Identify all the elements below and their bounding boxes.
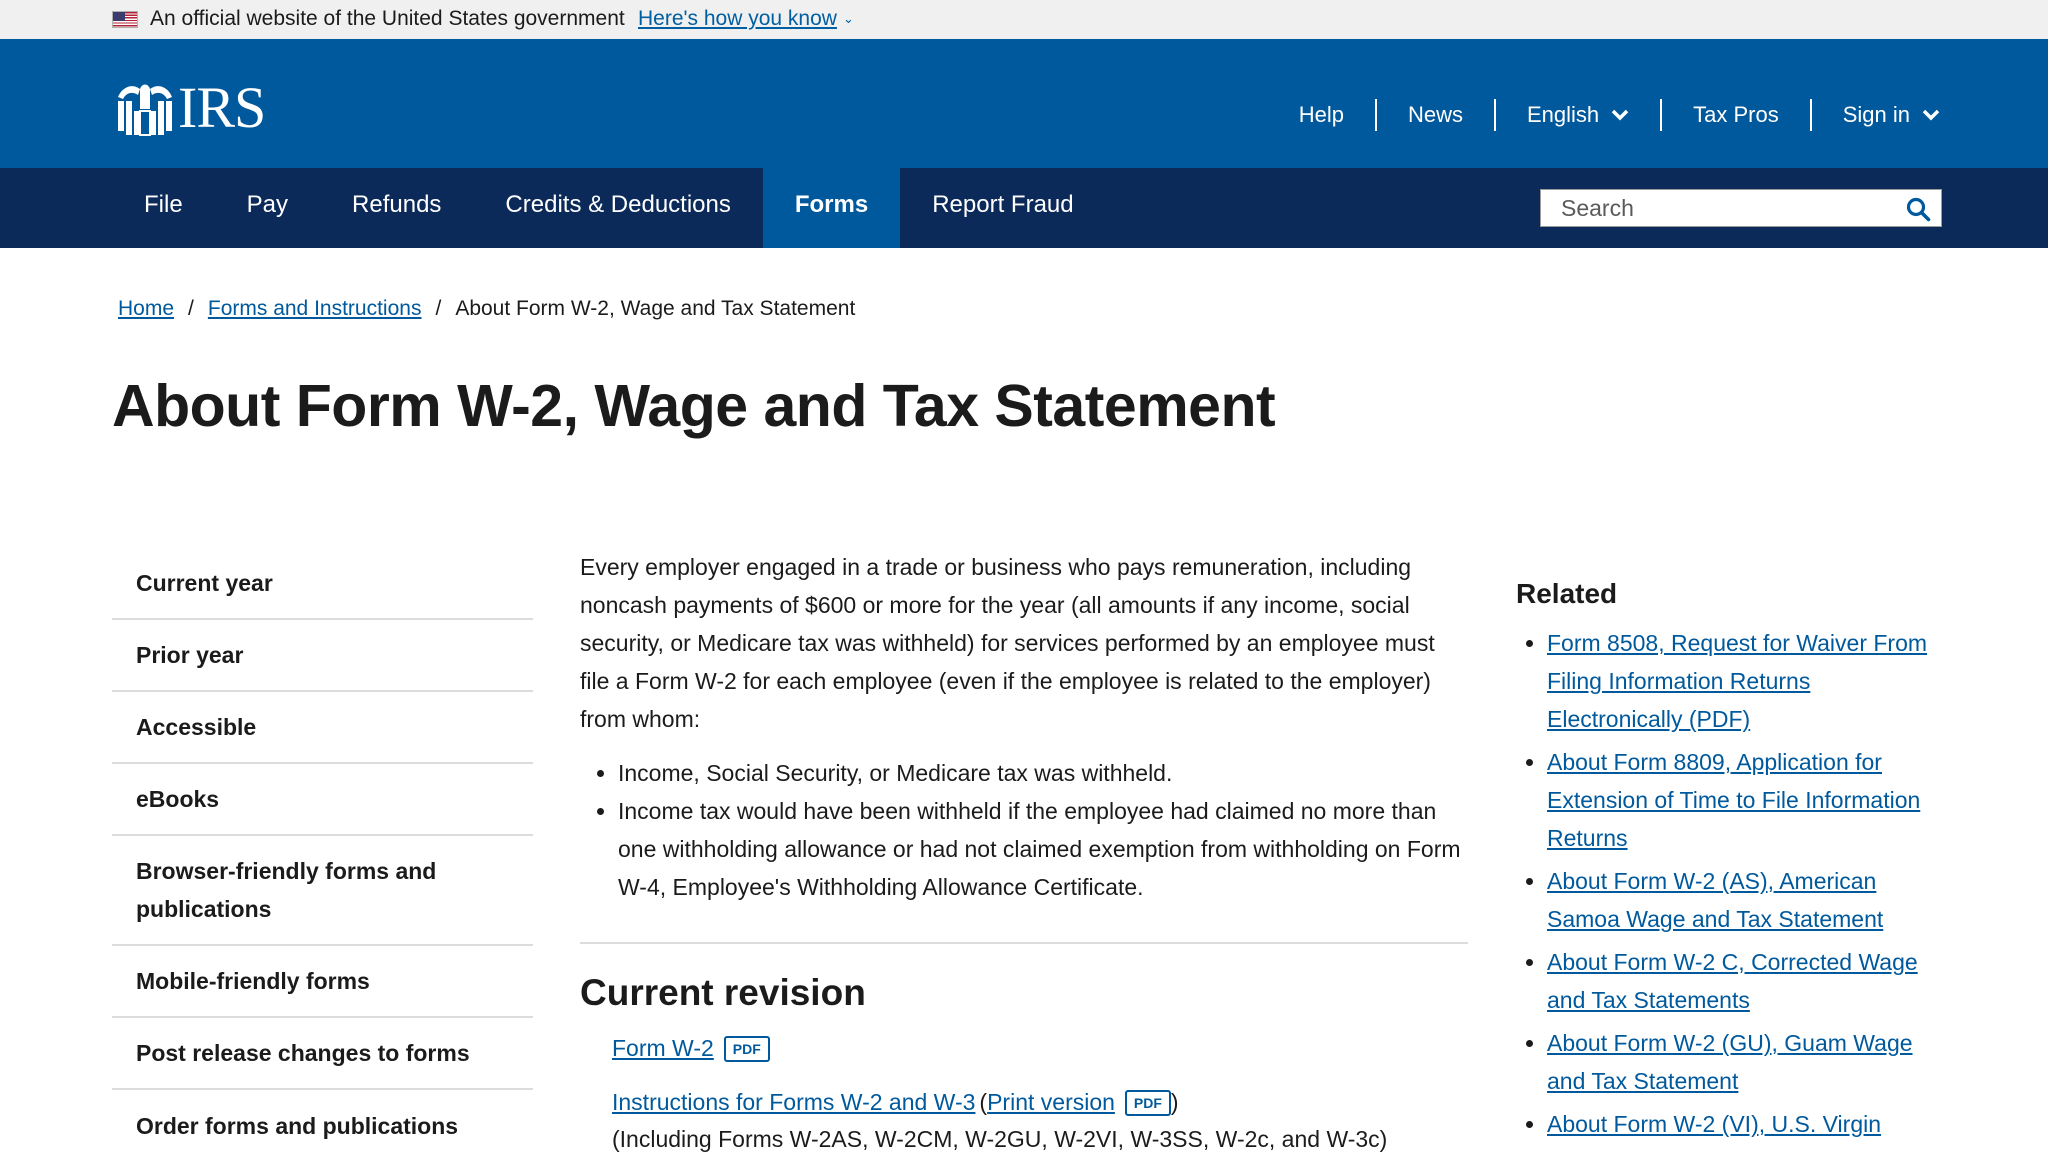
- related-link-w2-c[interactable]: About Form W-2 C, Corrected Wage and Tax Statements: [1547, 949, 1918, 1013]
- paren-close: ): [1170, 1089, 1179, 1115]
- related-sidebar: [1516, 578, 1946, 1148]
- list-item: • Income, Social Security, or Medicare tax was withheld.: [618, 754, 1466, 792]
- search-icon[interactable]: [1906, 197, 1931, 222]
- instructions-w2-w3-link[interactable]: Instructions for Forms W-2 and W-3: [612, 1089, 976, 1115]
- sign-in-dropdown[interactable]: Sign in: [1812, 102, 1940, 128]
- related-item: [1547, 943, 1946, 1019]
- logo-text: IRS: [178, 75, 266, 140]
- current-revision-heading: Current revision: [580, 972, 866, 1013]
- including-forms-label: (Including Forms W-2AS, W-2CM, W-2GU, W-2VI, W-3SS, W-2c, and W-3c): [612, 1126, 1388, 1152]
- breadcrumb-current: About Form W-2, Wage and Tax Statement: [455, 297, 856, 320]
- how-you-know-link[interactable]: Here's how you know ⌄: [638, 7, 854, 30]
- instructions-line: [612, 1089, 1179, 1116]
- print-version-link[interactable]: Print version: [987, 1089, 1115, 1115]
- related-item: [1547, 1024, 1946, 1100]
- language-dropdown[interactable]: English: [1496, 102, 1660, 128]
- chevron-down-icon: [1922, 109, 1940, 121]
- sidebar-item-order-forms[interactable]: Order forms and publications: [136, 1113, 459, 1139]
- chevron-down-icon: [1611, 109, 1629, 121]
- paren-open: (: [979, 1089, 988, 1115]
- breadcrumb: [118, 297, 855, 321]
- related-link-form-8809[interactable]: About Form 8809, Application for Extension of Time to File Information Returns: [1547, 749, 1921, 851]
- form-w2-line: [612, 1035, 770, 1062]
- breadcrumb-home[interactable]: Home: [118, 297, 175, 320]
- nav-report-fraud[interactable]: Report Fraud: [932, 191, 1074, 218]
- nav-credits-deductions[interactable]: Credits & Deductions: [505, 191, 731, 218]
- sidebar-item-accessible[interactable]: Accessible: [112, 692, 533, 764]
- sidebar-item-browser-friendly[interactable]: Browser-friendly forms and publications: [112, 836, 533, 946]
- related-item: [1547, 624, 1946, 738]
- site-header: [0, 39, 2048, 168]
- pdf-badge[interactable]: PDF: [724, 1036, 770, 1062]
- related-link-w2-as[interactable]: About Form W-2 (AS), American Samoa Wage and Tax Statement: [1547, 868, 1884, 932]
- gov-banner: [0, 0, 2048, 39]
- sidebar-item-post-release[interactable]: Post release changes to forms: [112, 1018, 533, 1090]
- related-item: [1547, 1105, 1946, 1143]
- related-link-w2-gu[interactable]: About Form W-2 (GU), Guam Wage and Tax Statement: [1547, 1030, 1913, 1094]
- search-placeholder: Search: [1561, 195, 1634, 221]
- sidebar-item-prior-year[interactable]: Prior year: [112, 620, 533, 692]
- breadcrumb-forms-instructions[interactable]: Forms and Instructions: [207, 297, 422, 320]
- chevron-down-icon: ⌄: [842, 11, 854, 26]
- section-divider: [580, 942, 1468, 944]
- sidebar-item-mobile-friendly[interactable]: Mobile-friendly forms: [112, 946, 533, 1018]
- including-forms-text: [612, 1126, 1387, 1152]
- us-flag-icon: [112, 11, 138, 28]
- related-heading: Related: [1516, 578, 1618, 609]
- intro-paragraph: Every employer engaged in a trade or business who pays remuneration, including noncash payments of $600 or more for the year (all amounts if any income, social security, or Medicare tax was withheld) for services performed by an employee must file a Form W-2 for each employee (even if the employee is related to the employer) from whom:: [580, 554, 1435, 732]
- irs-eagle-icon: [114, 79, 176, 137]
- list-item: • Income tax would have been withheld if the employee had claimed no more than one withholding allowance or had not claimed exemption from withholding on Form W-4, Employee's Withholding Allowance Certificate.: [618, 792, 1466, 906]
- irs-logo[interactable]: [114, 75, 266, 140]
- related-link-form-8508[interactable]: Form 8508, Request for Waiver From Filing Information Returns Electronically (PDF): [1547, 630, 1928, 732]
- nav-pay[interactable]: Pay: [246, 191, 289, 218]
- main-nav: [0, 168, 2048, 248]
- gov-banner-text: An official website of the United States government: [150, 7, 625, 30]
- sidebar-item-current-year[interactable]: Current year: [112, 548, 533, 620]
- util-tax-pros-link[interactable]: Tax Pros: [1693, 102, 1779, 127]
- util-help-link[interactable]: Help: [1298, 102, 1344, 127]
- pdf-badge[interactable]: PDF: [1125, 1090, 1171, 1116]
- requirements-list: [580, 754, 1466, 906]
- related-list: [1516, 624, 1946, 1143]
- related-item: [1547, 862, 1946, 938]
- form-w2-link[interactable]: Form W-2: [612, 1035, 714, 1061]
- breadcrumb-separator: /: [435, 297, 442, 320]
- nav-forms[interactable]: Forms: [763, 168, 900, 248]
- related-link-w2-vi[interactable]: About Form W-2 (VI), U.S. Virgin: [1547, 1111, 1882, 1137]
- breadcrumb-separator: /: [188, 297, 194, 320]
- utility-nav: [1268, 99, 1940, 131]
- nav-file[interactable]: File: [144, 191, 183, 218]
- sidebar-nav: [112, 548, 533, 1152]
- page-title: About Form W-2, Wage and Tax Statement: [112, 373, 1276, 439]
- nav-refunds[interactable]: Refunds: [352, 191, 442, 218]
- util-news-link[interactable]: News: [1407, 102, 1463, 127]
- related-item: [1547, 743, 1946, 857]
- search-input[interactable]: [1540, 189, 1942, 227]
- main-content: [580, 548, 1466, 906]
- sidebar-item-ebooks[interactable]: eBooks: [112, 764, 533, 836]
